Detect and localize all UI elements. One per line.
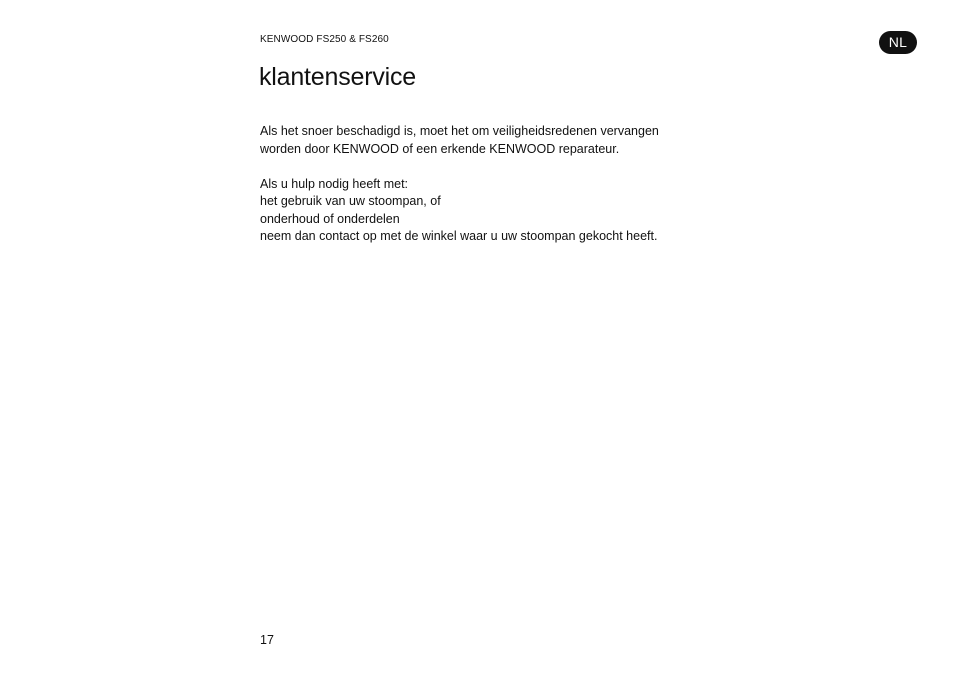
- page-title: klantenservice: [259, 63, 417, 91]
- language-badge: NL: [879, 31, 917, 54]
- text-line: Als het snoer beschadigd is, moet het om veiligheidsredenen vervangen: [260, 124, 659, 138]
- text-line: worden door KENWOOD of een erkende KENWOOD reparateur.: [260, 141, 620, 156]
- text-line: Als u hulp nodig heeft met:: [260, 176, 409, 191]
- paragraph-cord-damage: [260, 123, 760, 158]
- document-header-model: KENWOOD FS250 & FS260: [260, 34, 389, 45]
- text-line: het gebruik van uw stoompan, of: [260, 194, 441, 208]
- page-number: 17: [260, 633, 274, 647]
- text-line: onderhoud of onderdelen: [260, 211, 400, 226]
- paragraph-help-contact: [260, 176, 760, 246]
- body-content: [260, 123, 760, 263]
- text-line: neem dan contact op met de winkel waar u uw stoompan gekocht heeft.: [260, 229, 658, 243]
